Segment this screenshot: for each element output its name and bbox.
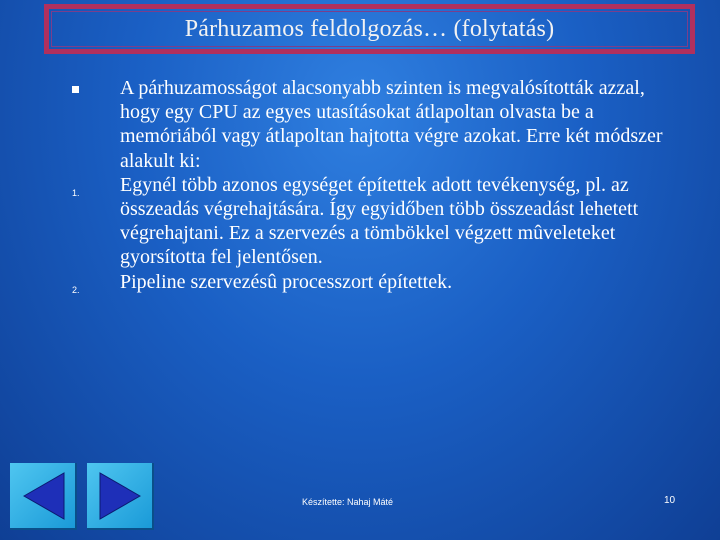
bullet-text: A párhuzamosságot alacsonyabb szinten is megvalósították azzal, hogy egy CPU az egyes utasításokat átlapoltan olvasta be a memóriából vagy átlapoltan hajtotta végre azokat. Erre két módszer alakult ki: — [120, 77, 663, 172]
slide-content — [72, 76, 672, 294]
title-frame — [44, 4, 695, 54]
next-slide-button[interactable] — [87, 463, 154, 530]
arrow-right-icon — [87, 463, 154, 530]
item-number: 1. — [72, 187, 80, 198]
numbered-item-1 — [72, 173, 672, 270]
numbered-item-2 — [72, 270, 672, 294]
square-bullet-icon — [72, 86, 79, 93]
previous-slide-button[interactable] — [10, 463, 77, 530]
numbered-item-text: Egynél több azonos egységet építettek adott tevékenység, pl. az összeadás végrehajtására. Így egyidőben több összeadást lehetett végrehajtani. Ez a szervezés a tömbökkel végzett mûveleteket gyorsította fel jelentősen. — [120, 173, 639, 269]
arrow-left-icon — [10, 463, 77, 530]
page-number: 10 — [664, 495, 676, 506]
numbered-item-text: Pipeline szervezésû processzort építettek. — [120, 270, 453, 293]
bullet-item — [72, 76, 672, 173]
footer-author: Készítette: Nahaj Máté — [302, 497, 394, 507]
item-number: 2. — [72, 284, 80, 295]
slide-title: Párhuzamos feldolgozás… (folytatás) — [184, 15, 555, 42]
